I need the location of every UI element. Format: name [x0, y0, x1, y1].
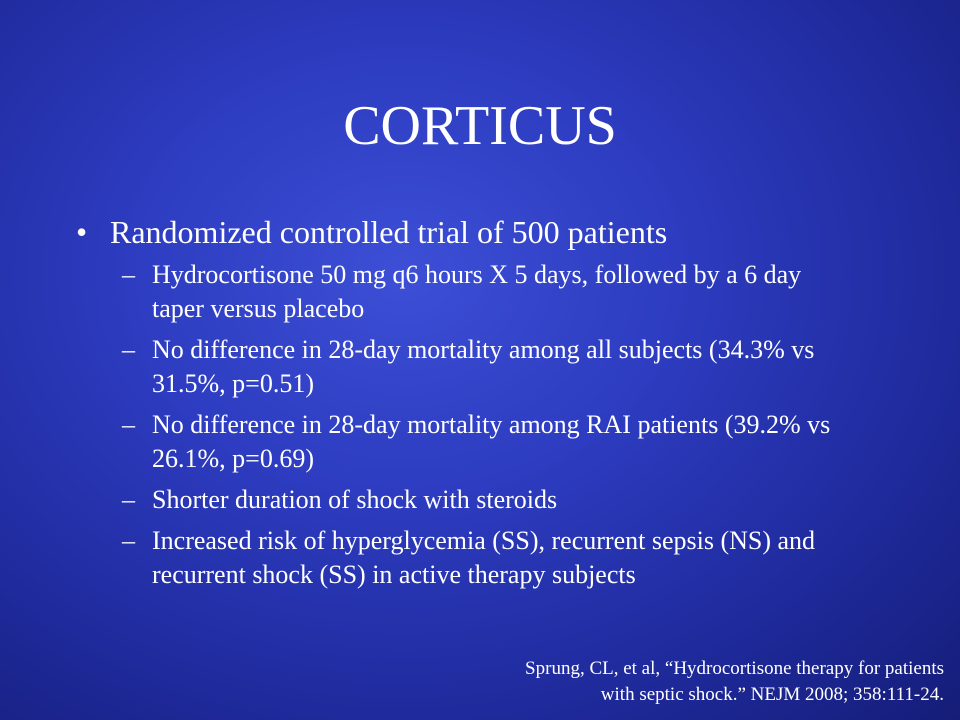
citation-line-2: with septic shock.” NEJM 2008; 358:111-24. [600, 684, 944, 705]
citation-line-1: Sprung, CL, et al, “Hydrocortisone therapy for patients [525, 658, 944, 679]
sub-bullet-text: Increased risk of hyperglycemia (SS), recurrent sepsis (NS) and recurrent shock (SS) in active therapy subjects [152, 526, 816, 589]
sub-bullet-list [76, 258, 876, 592]
dash-marker: – [122, 526, 135, 555]
sub-bullet [122, 258, 876, 326]
dash-marker: – [122, 410, 135, 439]
sub-bullet [122, 408, 876, 476]
sub-bullet [122, 524, 876, 592]
main-bullet [76, 212, 876, 252]
sub-bullet-text: Hydrocortisone 50 mg q6 hours X 5 days, followed by a 6 day taper versus placebo [152, 260, 802, 323]
slide-title: CORTICUS [343, 95, 617, 157]
main-bullet-text: Randomized controlled trial of 500 patients [110, 214, 668, 250]
dash-marker: – [122, 335, 135, 364]
citation [525, 656, 944, 708]
sub-bullet-text: Shorter duration of shock with steroids [152, 485, 558, 514]
dash-marker: – [122, 260, 135, 289]
sub-bullet [122, 483, 876, 517]
slide-content [76, 212, 876, 599]
sub-bullet-text: No difference in 28-day mortality among all subjects (34.3% vs 31.5%, p=0.51) [152, 335, 815, 398]
bullet-marker: • [76, 214, 88, 250]
sub-bullet [122, 333, 876, 401]
dash-marker: – [122, 485, 135, 514]
sub-bullet-text: No difference in 28-day mortality among RAI patients (39.2% vs 26.1%, p=0.69) [152, 410, 831, 473]
